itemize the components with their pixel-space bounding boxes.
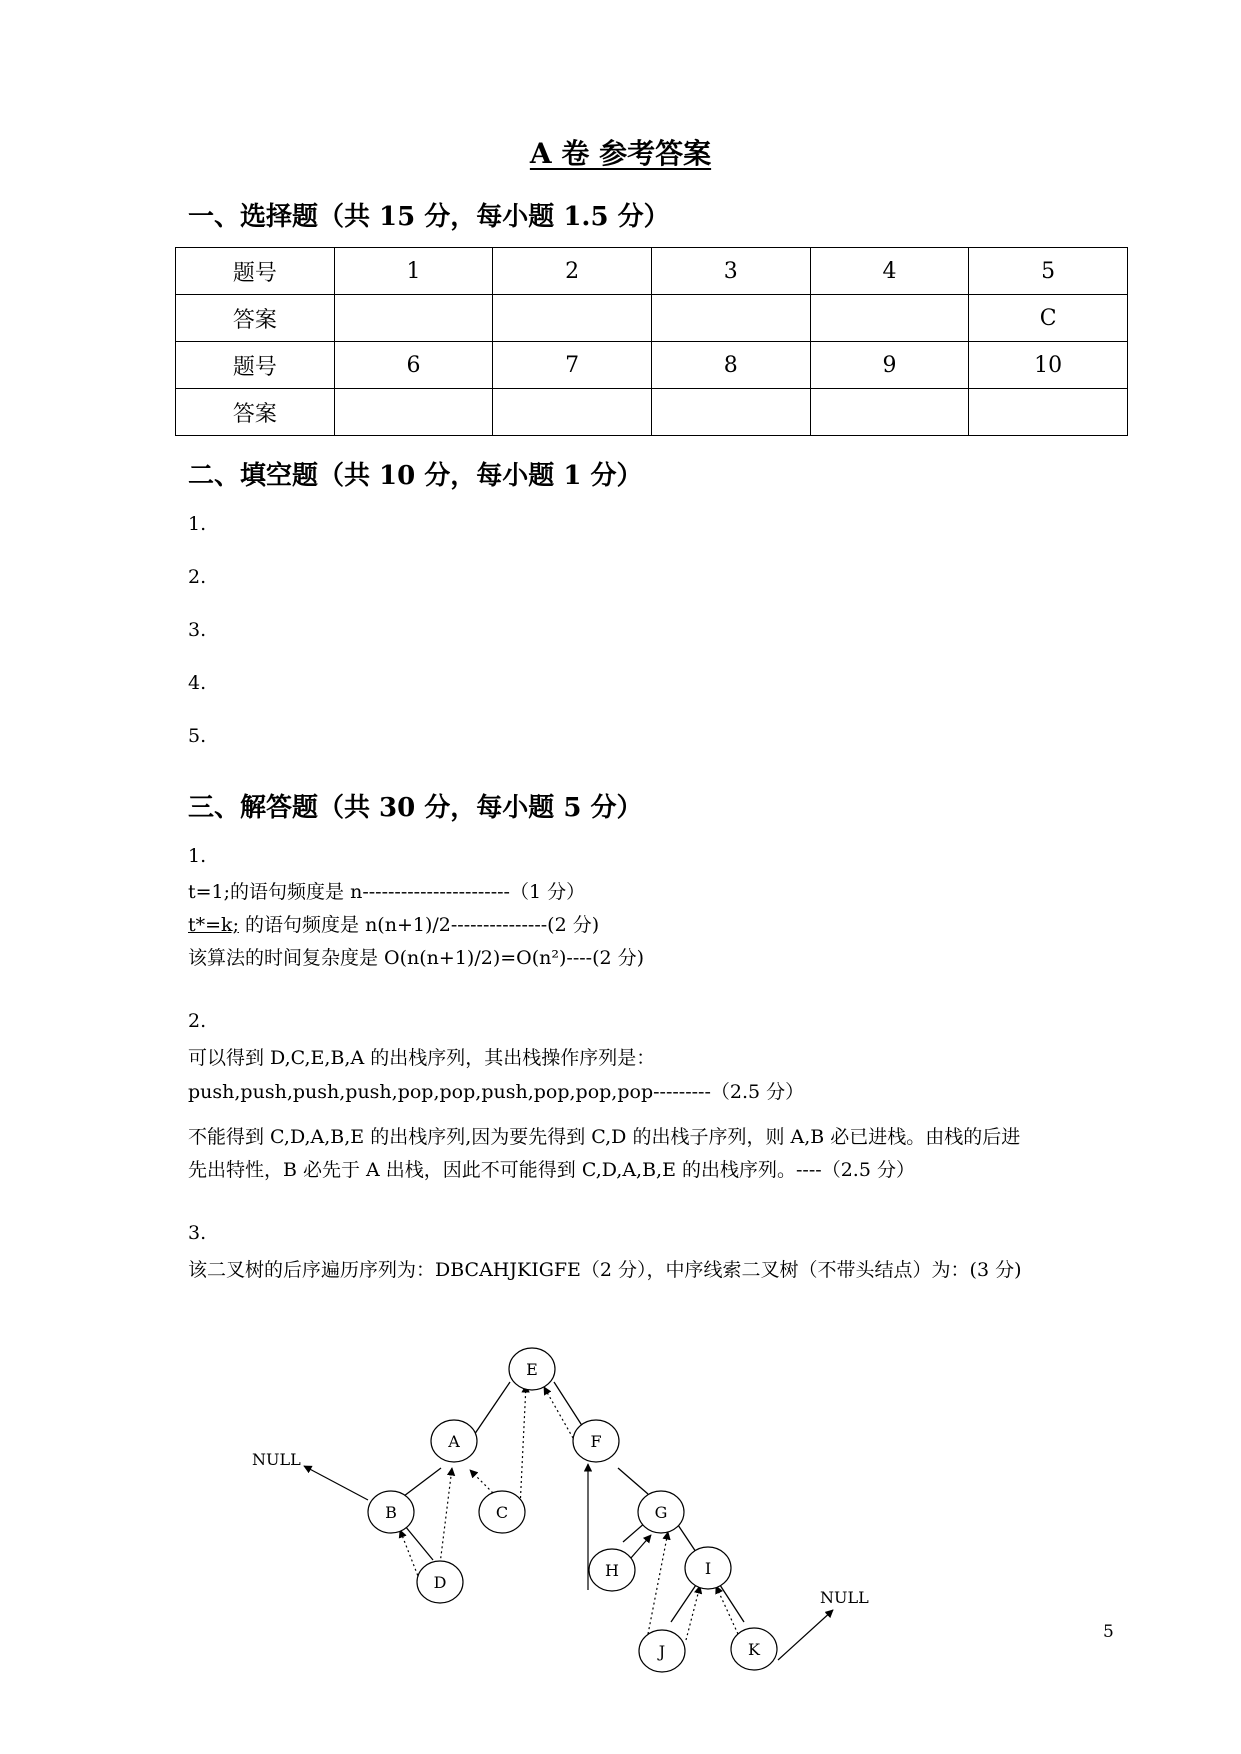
fill-item: 3. bbox=[188, 619, 207, 641]
tree-node-i bbox=[685, 1547, 731, 1589]
node-label: D bbox=[433, 1573, 447, 1592]
node-label: J bbox=[658, 1642, 666, 1661]
edge bbox=[472, 1382, 510, 1438]
thread-arrow bbox=[544, 1387, 573, 1438]
q3-number: 3. bbox=[188, 1222, 207, 1244]
thread-arrow bbox=[686, 1586, 700, 1640]
node-label: G bbox=[654, 1503, 668, 1522]
edge bbox=[618, 1468, 648, 1494]
node-label: B bbox=[385, 1503, 397, 1522]
table-cell: 题号 bbox=[176, 248, 335, 295]
tree-node-d bbox=[417, 1561, 463, 1603]
fill-item: 5. bbox=[188, 725, 207, 747]
table-cell: 7 bbox=[493, 342, 652, 389]
table-cell: 答案 bbox=[176, 295, 335, 342]
q2-line-3: 不能得到 C,D,A,B,E 的出栈序列,因为要先得到 C,D 的出栈子序列，则 A,B 必已进栈。由栈的后进 bbox=[188, 1126, 1021, 1148]
table-cell: 5 bbox=[969, 248, 1128, 295]
table-cell: 答案 bbox=[176, 389, 335, 436]
q2-line-4: 先出特性，B 必先于 A 出栈，因此不可能得到 C,D,A,B,E 的出栈序列。----（2.5 分） bbox=[188, 1159, 915, 1181]
tree-node-f bbox=[573, 1420, 619, 1462]
q2-line-2: push,push,push,push,pop,pop,push,pop,pop,pop---------（2.5 分） bbox=[188, 1081, 805, 1103]
thread-arrow bbox=[520, 1385, 526, 1508]
edge bbox=[671, 1582, 698, 1622]
table-cell: 题号 bbox=[176, 342, 335, 389]
edge bbox=[676, 1522, 696, 1552]
table-cell: 9 bbox=[810, 342, 969, 389]
table-cell: 10 bbox=[969, 342, 1128, 389]
q1-line-2-text: 的语句频度是 n(n+1)/2---------------(2 分) bbox=[238, 914, 600, 936]
tree-node-g bbox=[638, 1491, 684, 1533]
section2-heading: 二、填空题（共 10 分，每小题 1 分） bbox=[188, 461, 643, 491]
node-label: C bbox=[495, 1503, 509, 1522]
tree-node-a bbox=[431, 1420, 477, 1462]
table-cell: 1 bbox=[334, 248, 493, 295]
thread-arrow bbox=[304, 1466, 368, 1500]
page-number: 5 bbox=[1103, 1622, 1114, 1642]
section3-heading: 三、解答题（共 30 分，每小题 5 分） bbox=[188, 793, 643, 823]
node-label: E bbox=[526, 1360, 538, 1379]
page-title: A 卷 参考答案 bbox=[529, 137, 712, 170]
q2-line-1: 可以得到 D,C,E,B,A 的出栈序列，其出栈操作序列是： bbox=[188, 1047, 656, 1069]
tree-node-b bbox=[368, 1491, 414, 1533]
q1-line-3: 该算法的时间复杂度是 O(n(n+1)/2)=O(n²)----(2 分) bbox=[188, 947, 645, 969]
node-label: F bbox=[590, 1432, 602, 1451]
fill-item: 4. bbox=[188, 672, 207, 694]
fill-item: 2. bbox=[188, 566, 207, 588]
tree-node-h bbox=[589, 1549, 635, 1591]
node-label: I bbox=[704, 1559, 712, 1578]
table-cell: 3 bbox=[651, 248, 810, 295]
q3-line-1: 该二叉树的后序遍历序列为：DBCAHJKIGFE（2 分），中序线索二叉树（不带头结点）为：(3 分) bbox=[188, 1259, 1022, 1281]
null-label-right: NULL bbox=[820, 1588, 869, 1607]
fill-item: 1. bbox=[188, 513, 207, 535]
tree-nodes bbox=[368, 1348, 777, 1672]
table-cell: 8 bbox=[651, 342, 810, 389]
tree-node-c bbox=[479, 1491, 525, 1533]
table-cell: 4 bbox=[810, 248, 969, 295]
tree-node-j bbox=[639, 1630, 685, 1672]
edge bbox=[718, 1582, 744, 1622]
table-cell: C bbox=[969, 295, 1128, 342]
node-label: H bbox=[605, 1561, 619, 1580]
node-label: A bbox=[448, 1432, 460, 1451]
edge bbox=[404, 1468, 441, 1496]
node-label: K bbox=[748, 1640, 760, 1659]
code-snippet: t*=k; bbox=[188, 914, 239, 936]
tree-node-e bbox=[509, 1348, 555, 1390]
q2-number: 2. bbox=[188, 1010, 207, 1032]
null-label-left: NULL bbox=[252, 1450, 301, 1469]
q1-line-1: t=1;的语句频度是 n-----------------------（1 分） bbox=[188, 881, 586, 903]
table-cell: 6 bbox=[334, 342, 493, 389]
section1-heading: 一、选择题（共 15 分，每小题 1.5 分） bbox=[188, 202, 670, 232]
thread-arrow bbox=[648, 1532, 668, 1634]
thread-arrow bbox=[716, 1586, 738, 1634]
tree-node-k bbox=[731, 1628, 777, 1670]
q1-number: 1. bbox=[188, 845, 207, 867]
table-cell: 2 bbox=[493, 248, 652, 295]
edge bbox=[405, 1526, 433, 1560]
thread-arrow bbox=[778, 1610, 833, 1660]
